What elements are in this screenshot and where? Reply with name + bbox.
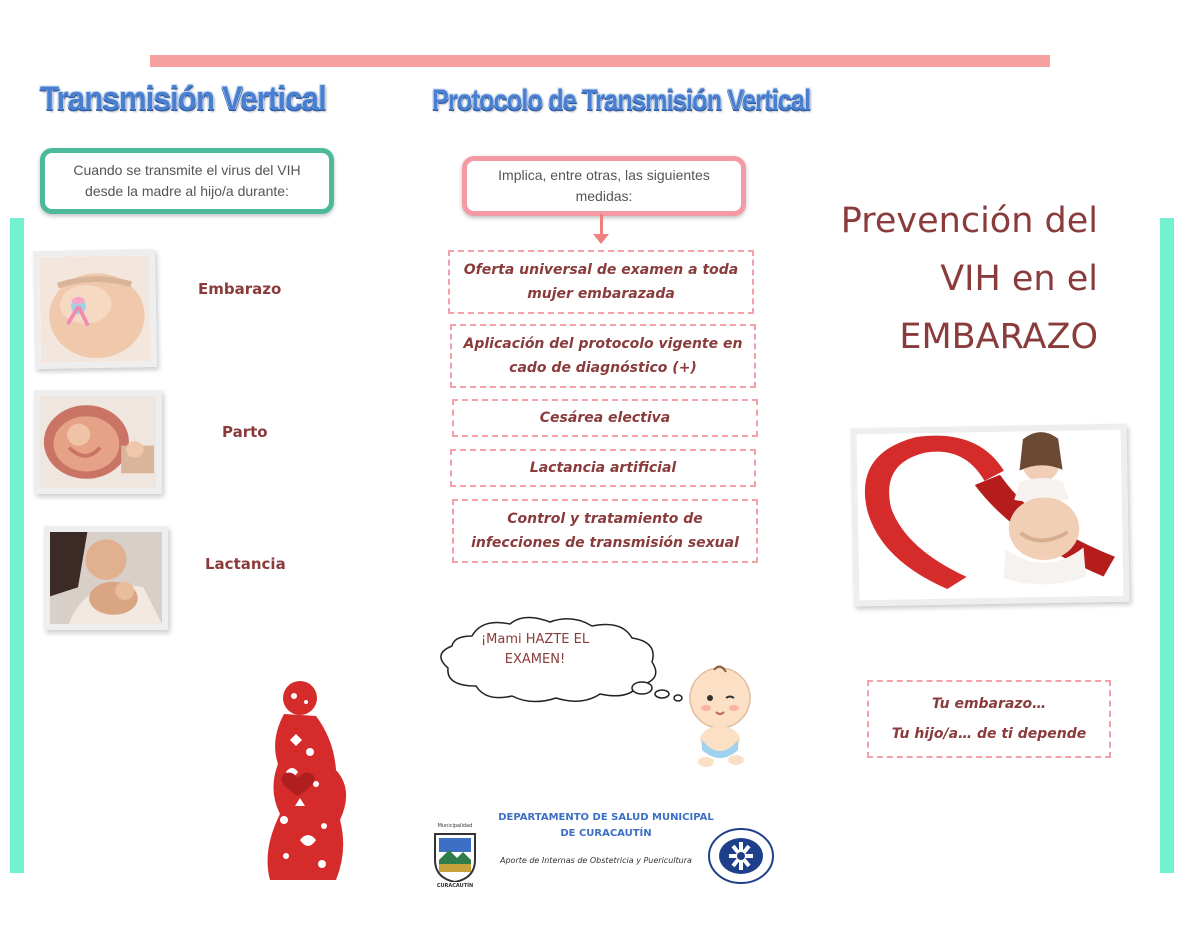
cover-ribbon-photo: [850, 424, 1129, 607]
measure-item: Lactancia artificial: [450, 449, 756, 487]
measure-item: Cesárea electiva: [452, 399, 758, 437]
stage-embarazo-label: Embarazo: [198, 280, 282, 298]
motto-box: [867, 680, 1111, 758]
measures-callout: Implica, entre otras, las siguientes medidas:: [462, 156, 746, 216]
credit-line: Aporte de Internas de Obstetricia y Puericultura: [500, 856, 692, 865]
department-line-2: DE CURACAUTÍN: [560, 828, 652, 839]
top-divider-bar: [150, 55, 1050, 67]
measure-item: Control y tratamiento de infecciones de transmisión sexual: [452, 499, 758, 563]
crest-label: CURACAUTÍN: [436, 883, 474, 889]
stage-lactancia-label: Lactancia: [205, 555, 286, 573]
stage-parto-label: Parto: [222, 423, 268, 441]
title-line-1: Prevención del: [840, 201, 1098, 241]
arrow-down-icon: [600, 214, 603, 236]
breastfeeding-photo: [44, 526, 168, 630]
pregnancy-photo: [33, 249, 157, 369]
title-line-2: VIH en el: [940, 259, 1098, 299]
middle-panel-title: Protocolo de Transmisión Vertical: [432, 84, 811, 117]
cartoon-baby-icon: [680, 660, 760, 768]
pregnant-silhouette-icons: [250, 680, 354, 882]
arrow-head-icon: [593, 234, 609, 244]
municipal-crest-caption: Municipalidad: [437, 823, 473, 829]
department-name: [486, 810, 726, 842]
left-side-bar: [10, 218, 24, 873]
measure-item: Aplicación del protocolo vigente en cado de diagnóstico (+): [450, 324, 756, 388]
health-service-logo-icon: [706, 826, 776, 886]
title-line-3: EMBARAZO: [899, 317, 1098, 357]
department-line-1: DEPARTAMENTO DE SALUD MUNICIPAL: [498, 812, 714, 823]
thought-bubble-text: ¡Mami HAZTE EL EXAMEN!: [480, 632, 590, 668]
right-side-bar: [1160, 218, 1174, 873]
motto-line-1: Tu embarazo…: [931, 696, 1047, 712]
motto-line-2: Tu hijo/a… de ti depende: [891, 726, 1087, 742]
brochure-title: [838, 192, 1098, 366]
left-panel-title: Transmisión Vertical: [40, 80, 326, 118]
transmission-callout: Cuando se transmite el virus del VIH desde la madre al hijo/a durante:: [40, 148, 334, 214]
birth-illustration: [34, 390, 162, 494]
measure-item: Oferta universal de examen a toda mujer embarazada: [448, 250, 754, 314]
municipal-crest-icon: [433, 830, 477, 882]
